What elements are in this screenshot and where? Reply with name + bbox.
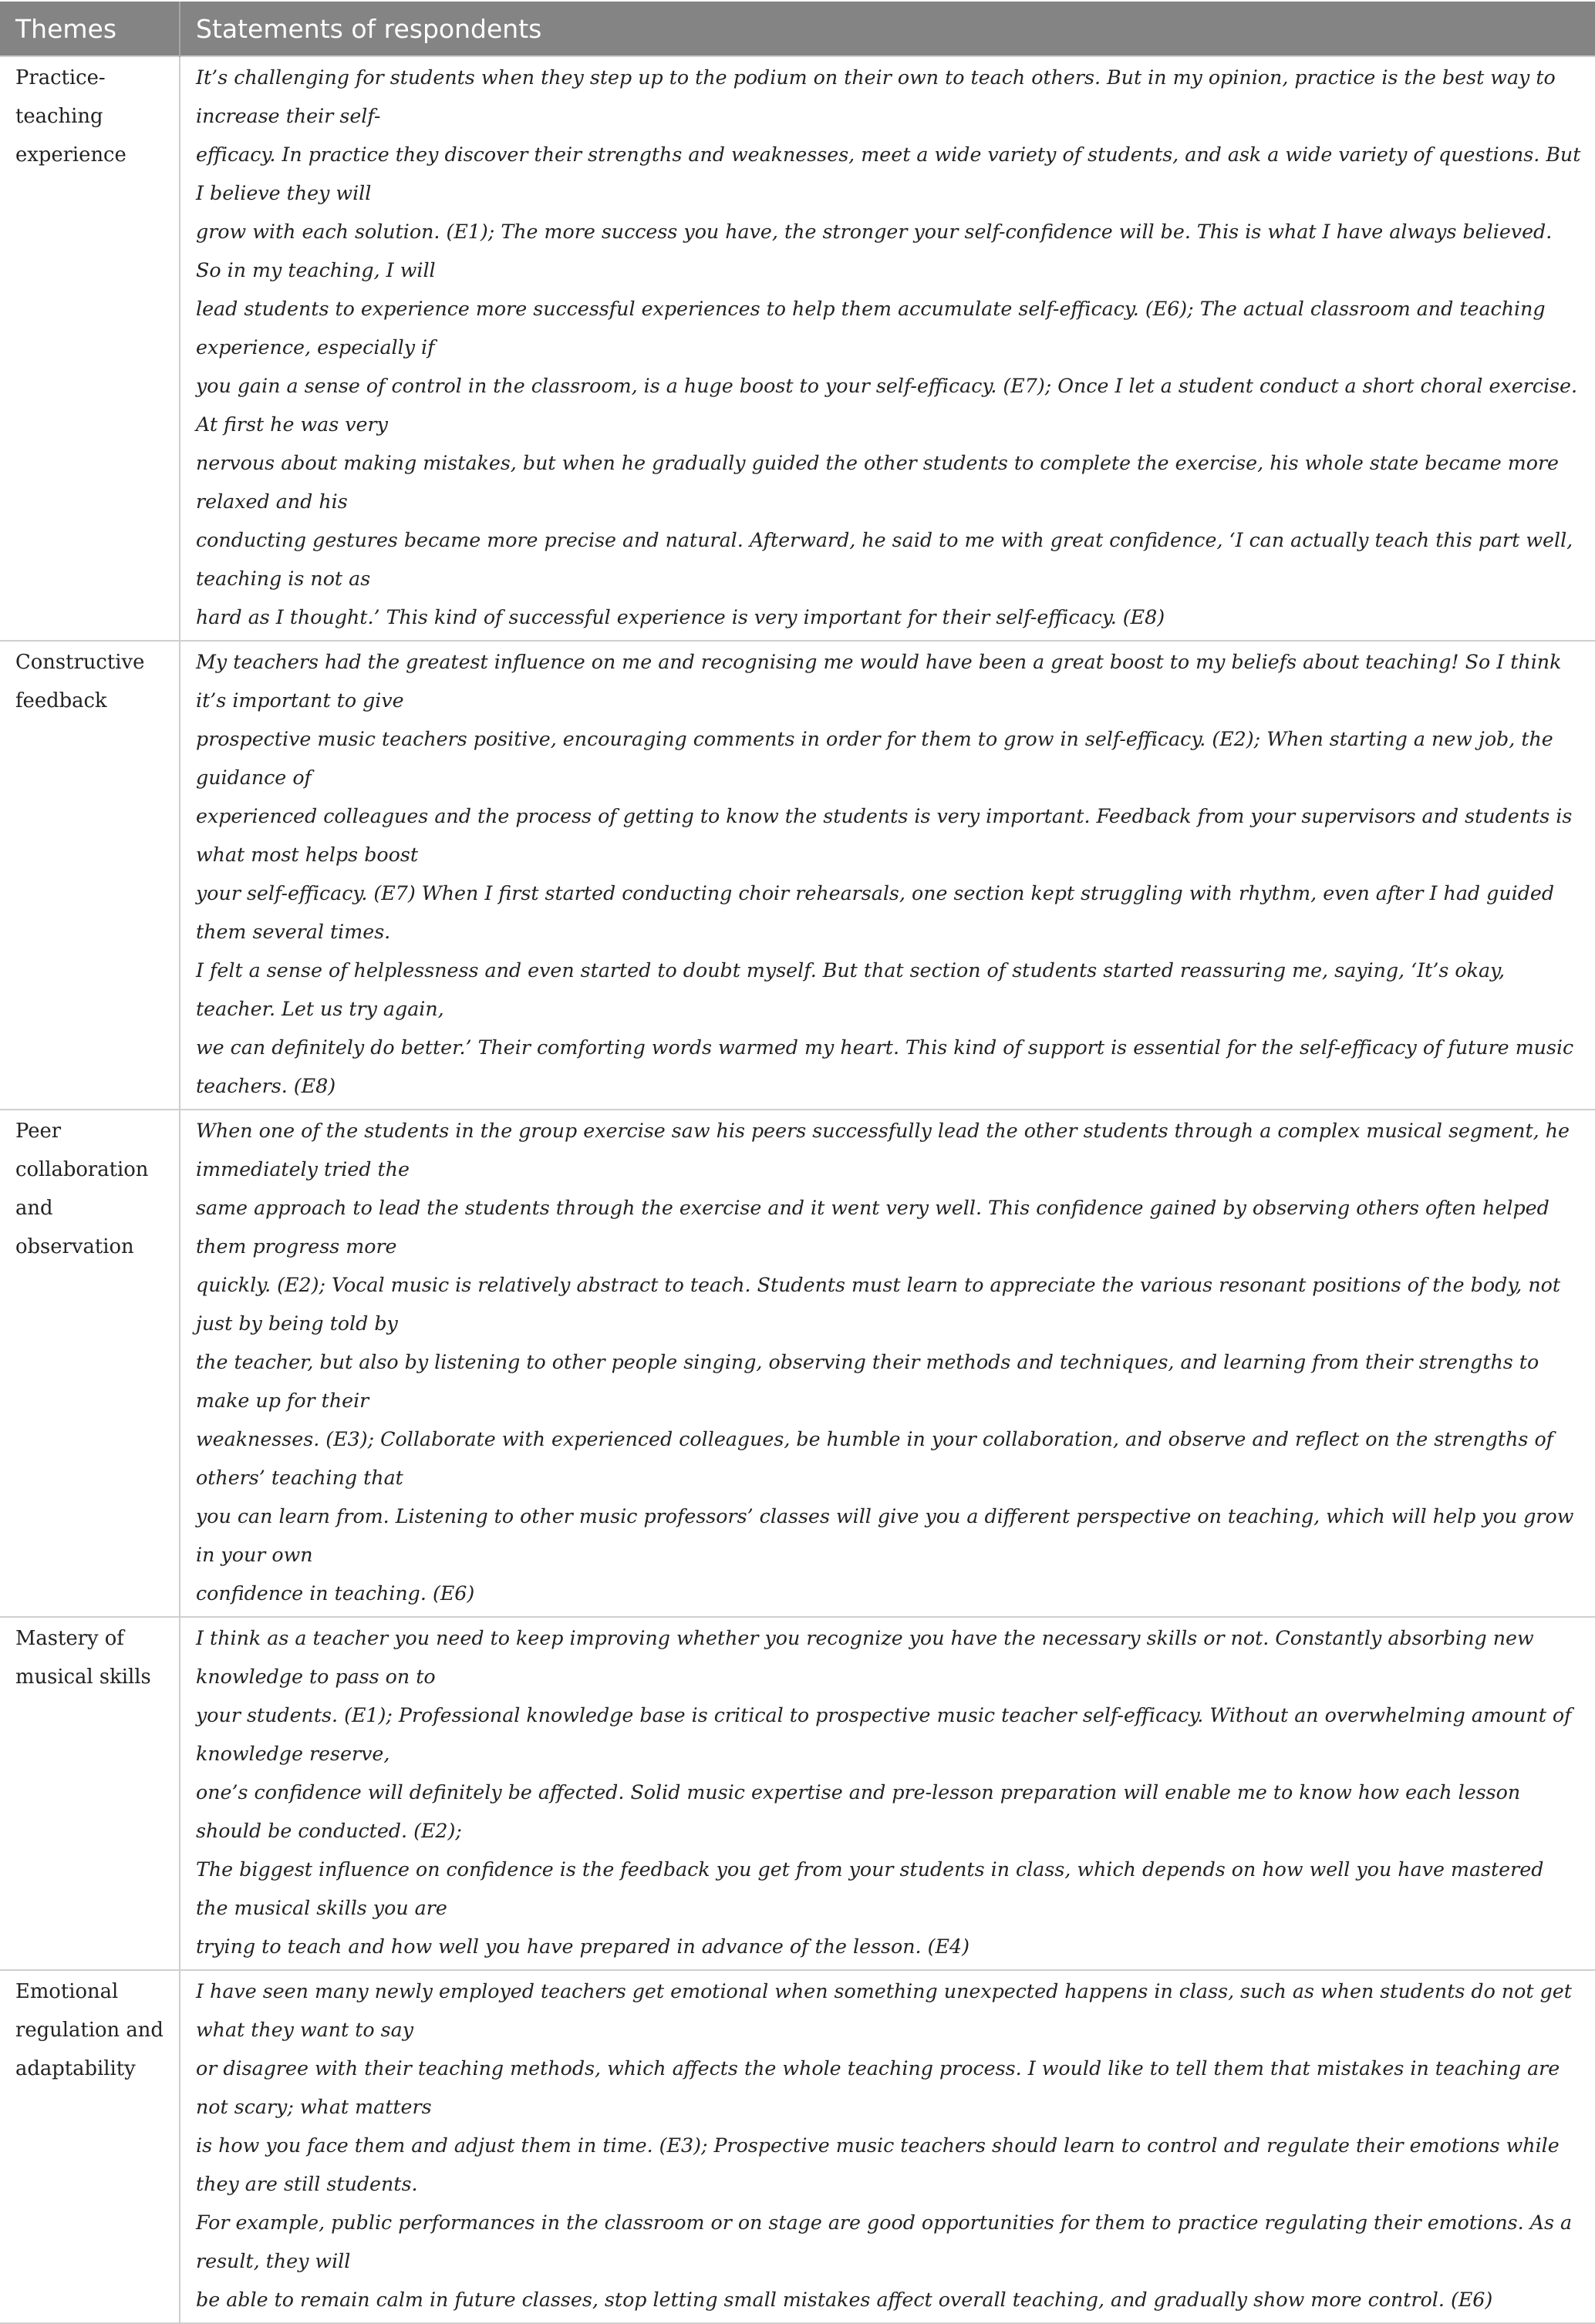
theme-practice-teaching: Practice- teaching experience xyxy=(15,66,126,167)
statement-cell xyxy=(180,1617,1595,1970)
theme-mastery-musical-skills: Mastery of musical skills xyxy=(15,1627,151,1689)
table-row xyxy=(0,1970,1595,2323)
table-row xyxy=(0,1110,1595,1617)
theme-cell xyxy=(0,1617,180,1970)
statement-constructive-feedback: My teachers had the greatest influence on me and recognising me would have been a great boost to my beliefs about teaching! So I think it’s important to give prospective music teachers positive, encouraging comments in order for them to grow in self-efficacy. (E2); When starting a new job, the guidance of experienced colleagues and the process of getting to know the students is very important. Feedback from your supervisors and students is what most helps boost your self-efficacy. (E7) When I first started conducting choir rehearsals, one section kept struggling with rhythm, even after I had guided them several times. I felt a sense of helplessness and even started to doubt myself. But that section of students started reassuring me, saying, ‘It’s okay, teacher. Let us try again, we can definitely do better.’ Their comforting words warmed my heart. This kind of support is essential for the self-efficacy of future music teachers. (E8) xyxy=(196,651,1574,1097)
theme-cell xyxy=(0,1110,180,1617)
theme-cell xyxy=(0,1970,180,2323)
statement-practice-teaching: It’s challenging for students when they step up to the podium on their own to teach others. But in my opinion, practice is the best way to increase their self- efficacy. In practice they discover their strengths and weaknesses, meet a wide variety of students, and ask a wide variety of questions. But I believe they will grow with each solution. (E1); The more success you have, the stronger your self-confidence will be. This is what I have always believed. So in my teaching, I will lead students to experience more successful experiences to help them accumulate self-efficacy. (E6); The actual classroom and teaching experience, especially if you gain a sense of control in the classroom, is a huge boost to your self-efficacy. (E7); Once I let a student conduct a short choral exercise. At first he was very nervous about making mistakes, but when he gradually guided the other students to complete the exercise, his whole state became more relaxed and his conducting gestures became more precise and natural. Afterward, he said to me with great confidence, ‘I can actually teach this part well, teaching is not as hard as I thought.’ This kind of successful experience is very important for their self-efficacy. (E8) xyxy=(196,66,1581,628)
statement-cell xyxy=(180,641,1595,1110)
theme-constructive-feedback: Constructive feedback xyxy=(15,651,145,712)
statement-cell xyxy=(180,1110,1595,1617)
theme-cell xyxy=(0,56,180,641)
header-themes: Themes xyxy=(0,2,180,56)
header-statements: Statements of respondents xyxy=(180,2,1595,56)
statement-cell xyxy=(180,56,1595,641)
statement-peer-collaboration: When one of the students in the group exercise saw his peers successfully lead the other students through a complex musical segment, he immediately tried the same approach to lead the students through the exercise and it went very well. This confidence gained by observing others often helped them progress more quickly. (E2); Vocal music is relatively abstract to teach. Students must learn to appreciate the various resonant positions of the body, not just by being told by the teacher, but also by listening to other people singing, observing their methods and techniques, and learning from their strengths to make up for their weaknesses. (E3); Collaborate with experienced colleagues, be humble in your collaboration, and observe and reflect on the strengths of others’ teaching that you can learn from. Listening to other music professors’ classes will give you a different perspective on teaching, which will help you grow in your own confidence in teaching. (E6) xyxy=(196,1120,1574,1605)
table-row xyxy=(0,1617,1595,1970)
theme-peer-collaboration: Peer collaboration and observation xyxy=(15,1120,149,1258)
theme-emotional-regulation: Emotional regulation and adaptability xyxy=(15,1980,164,2080)
themes-table xyxy=(0,2,1595,2324)
table-row xyxy=(0,641,1595,1110)
statement-cell xyxy=(180,1970,1595,2323)
header-row xyxy=(0,2,1595,56)
table-row xyxy=(0,56,1595,641)
table-body xyxy=(0,56,1595,2323)
statement-emotional-regulation: I have seen many newly employed teachers get emotional when something unexpected happens in class, such as when students do not get what they want to say or disagree with their teaching methods, which affects the whole teaching process. I would like to tell them that mistakes in teaching are not scary; what matters is how you face them and adjust them in time. (E3); Prospective music teachers should learn to control and regulate their emotions while they are still students. For example, public performances in the classroom or on stage are good opportunities for them to practice regulating their emotions. As a result, they will be able to remain calm in future classes, stop letting small mistakes affect overall teaching, and gradually show more control. (E6) xyxy=(196,1980,1573,2311)
theme-cell xyxy=(0,641,180,1110)
themes-table-container xyxy=(0,2,1595,2324)
statement-mastery-musical-skills: I think as a teacher you need to keep improving whether you recognize you have the necessary skills or not. Constantly absorbing new knowledge to pass on to your students. (E1); Professional knowledge base is critical to prospective music teacher self-efficacy. Without an overwhelming amount of knowledge reserve, one’s confidence will definitely be affected. Solid music expertise and pre-lesson preparation will enable me to know how each lesson should be conducted. (E2); The biggest influence on confidence is the feedback you get from your students in class, which depends on how well you have mastered the musical skills you are trying to teach and how well you have prepared in advance of the lesson. (E4) xyxy=(196,1627,1572,1958)
table-header xyxy=(0,2,1595,56)
